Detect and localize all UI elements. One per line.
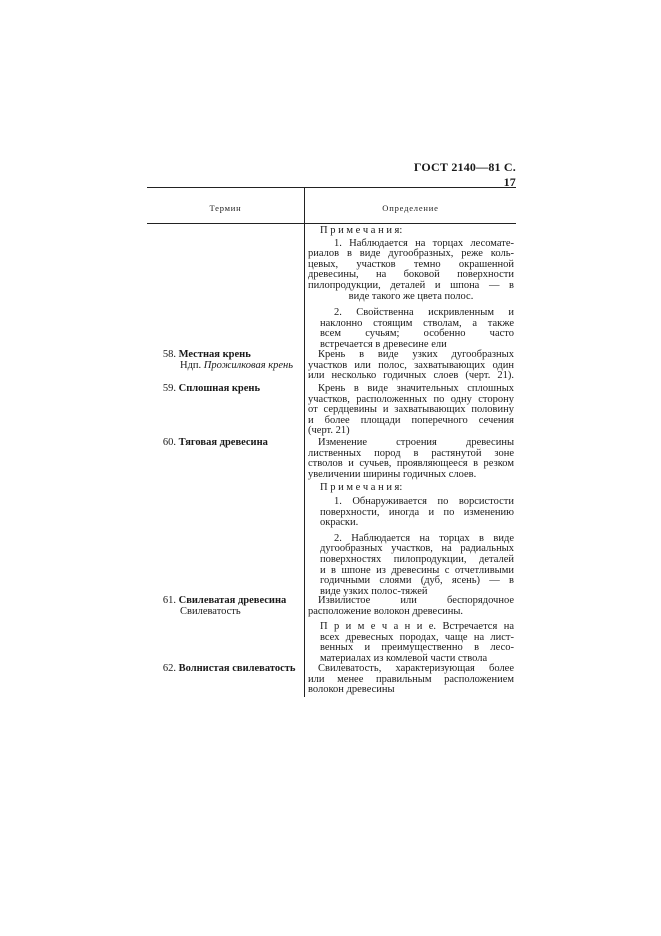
note-line: материалах из комлевой части ствола bbox=[320, 652, 488, 664]
definition-line: Извилистое или беспорядочное bbox=[318, 595, 514, 606]
note-line: всех древесных породах, чаще на лист- bbox=[320, 631, 514, 643]
note-line: окраски. bbox=[320, 517, 359, 529]
note-line: виде такого же цвета полос. bbox=[348, 290, 474, 302]
note-line: наклонно стоящим стволам, а также bbox=[320, 317, 514, 329]
deprecated-prefix: Ндп. bbox=[180, 359, 202, 371]
term-name: Сплошная крень bbox=[178, 383, 261, 394]
term-name: Тяговая древесина bbox=[178, 437, 268, 448]
definition-line: Изменение строения древесины bbox=[318, 437, 514, 448]
definition-59 bbox=[308, 384, 514, 437]
note-line: 2. Наблюдается на торцах в виде bbox=[334, 532, 514, 544]
definition-line: (черт. 21) bbox=[308, 425, 350, 437]
note-line: венных и преимущественно в лесо- bbox=[320, 642, 514, 654]
definition-line: Крень в виде узких дугообразных bbox=[318, 349, 514, 360]
definition-line: Крень в виде значительных сплошных bbox=[318, 383, 514, 394]
term-62 bbox=[150, 664, 302, 675]
term-number: 59. bbox=[162, 383, 176, 394]
term-name: Волнистая свилеватость bbox=[178, 663, 296, 674]
definition-line: участков, расположенных по одну сторону bbox=[308, 393, 514, 405]
definition-line: лиственных пород в растянутой зоне bbox=[308, 447, 514, 459]
table-header-rule bbox=[147, 223, 516, 224]
definition-line: волокон древесины bbox=[308, 684, 395, 696]
definition-line: или несколько годичных слоев (черт. 21). bbox=[308, 370, 514, 382]
definition-line: от сердцевины и захватывающих половину bbox=[308, 404, 514, 416]
term-synonym: Свилеватость bbox=[180, 605, 241, 617]
note-line: поверхности, иногда и по изменению bbox=[320, 506, 514, 518]
column-divider bbox=[304, 187, 305, 697]
term-number: 61. bbox=[162, 595, 176, 606]
note-line: цевых, участков темно окрашенной bbox=[308, 258, 514, 270]
note-line: дугообразных участков, на радиальных bbox=[320, 543, 514, 555]
definition-line: Свилеватость, характеризующая более bbox=[318, 663, 514, 674]
note-label: П р и м е ч а н и я: bbox=[320, 482, 403, 494]
note-line: всем сучьям; особенно часто bbox=[320, 328, 514, 340]
column-header-term: Термин bbox=[209, 203, 242, 213]
term-59 bbox=[150, 384, 302, 395]
definition-62 bbox=[308, 664, 514, 696]
note-line: 1. Обнаруживается по ворсистости bbox=[334, 495, 514, 507]
term-number: 58. bbox=[162, 349, 176, 360]
note-line: 1. Наблюдается на торцах лесомате- bbox=[334, 237, 514, 249]
definition-line: и более площади поперечного сечения bbox=[308, 414, 514, 426]
note-line: поверхностях пилопродукции, деталей bbox=[320, 553, 514, 565]
note-line: риалов в виде дугообразных, реже коль- bbox=[308, 248, 514, 260]
definition-line: увеличении ширины годичных слоев. bbox=[308, 468, 477, 480]
note-line: 2. Свойственна искривленным и bbox=[334, 307, 514, 319]
note-line: годичными слоями (дуб, ясень) — в bbox=[320, 575, 514, 587]
definition-line: расположение волокон древесины. bbox=[308, 605, 464, 617]
note-line: встречается в древесине ели bbox=[320, 338, 447, 350]
term-name: Свилеватая древесина bbox=[178, 595, 287, 606]
definition-line: или менее правильным расположением bbox=[308, 673, 514, 685]
term-number: 60. bbox=[162, 437, 176, 448]
note-line: виде узких полос-тяжей bbox=[320, 585, 428, 597]
continued-note bbox=[308, 226, 514, 351]
note-line: древесины, на боковой поверхности bbox=[308, 269, 514, 281]
note-line: и в шпоне из древесины с отчетливыми bbox=[320, 564, 514, 576]
table-top-rule bbox=[147, 187, 516, 188]
note-line: П р и м е ч а н и е. Встречается на bbox=[320, 621, 514, 633]
term-61 bbox=[150, 596, 302, 617]
definition-58 bbox=[308, 350, 514, 382]
column-header-definition: Определение bbox=[382, 203, 439, 213]
term-58 bbox=[150, 350, 302, 371]
definition-61 bbox=[308, 596, 514, 665]
note-line: пилопродукции, деталей и шпона — в bbox=[308, 279, 514, 291]
deprecated-term: Прожилковая крень bbox=[203, 359, 294, 371]
definition-line: участков или полос, захватывающих один bbox=[308, 359, 514, 371]
definition-line: стволов и сучьев, проявляющееся в резком bbox=[308, 458, 514, 470]
term-name: Местная крень bbox=[178, 349, 251, 360]
note-label: П р и м е ч а н и я: bbox=[320, 225, 403, 236]
page-header: ГОСТ 2140—81 С. 17 bbox=[413, 160, 516, 189]
term-number: 62. bbox=[162, 663, 176, 674]
definition-60 bbox=[308, 438, 514, 597]
term-60 bbox=[150, 438, 302, 449]
term-deprecated bbox=[150, 361, 302, 372]
